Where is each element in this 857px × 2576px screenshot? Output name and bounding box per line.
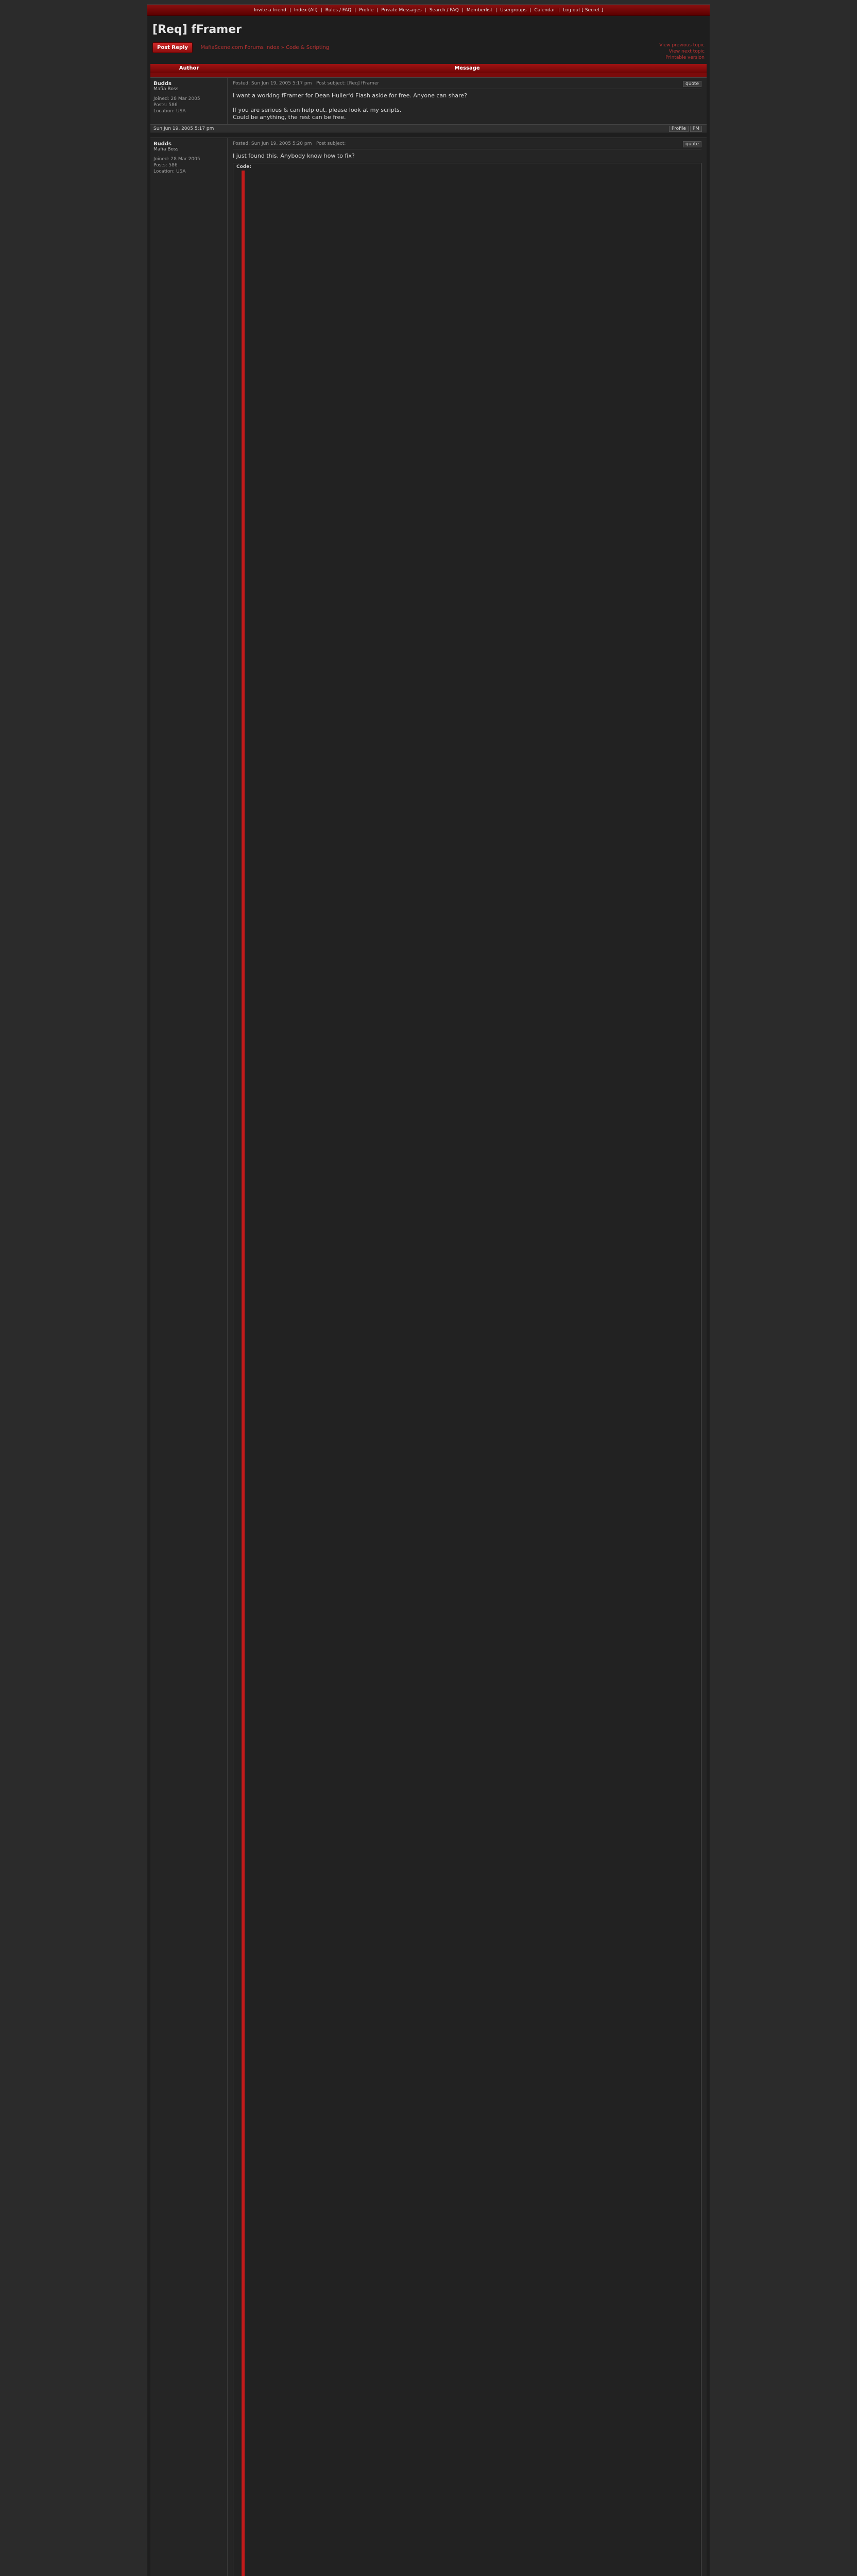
author-header: Author — [179, 65, 199, 71]
post-footer — [150, 124, 707, 132]
post-body — [228, 78, 707, 124]
topbar-link[interactable]: Search / FAQ — [429, 8, 459, 13]
topbar-link[interactable]: Memberlist — [466, 8, 493, 13]
topbar-link[interactable]: Profile — [359, 8, 374, 13]
topbar-link[interactable]: Invite a friend — [254, 8, 286, 13]
title-row — [147, 16, 710, 39]
forum-page — [147, 4, 710, 2576]
author-location: Location: USA — [153, 169, 186, 174]
topbar-divider: | — [376, 8, 379, 13]
author-rank: Mafia Boss — [153, 147, 179, 152]
post-subject: Post subject: — [316, 141, 346, 146]
code-marker — [242, 171, 245, 2576]
author-posts: Posts: 586 — [153, 163, 178, 168]
topic-nav-links — [659, 42, 705, 61]
nav-row — [147, 39, 710, 64]
topbar-divider: | — [424, 8, 426, 13]
author-name[interactable]: Budds — [153, 81, 172, 87]
quote-button[interactable]: quote — [683, 141, 701, 147]
topbar-link[interactable]: Private Messages — [381, 8, 422, 13]
code-gutter — [233, 171, 254, 2576]
view-next-link[interactable]: View next topic — [669, 49, 705, 54]
author-joined: Joined: 28 Mar 2005 — [153, 96, 200, 101]
post-author — [150, 138, 228, 2576]
post-text: I want a working fFramer for Dean Huller'd Flash aside for free. Anyone can share? If you are serious & can help out, please look at my scripts. Could be anything, the rest can be free. — [233, 92, 467, 121]
header-divider — [150, 73, 707, 77]
topbar-divider: | — [495, 8, 498, 13]
topbar-link[interactable]: Log out [ Secret ] — [562, 8, 603, 13]
quote-button[interactable]: quote — [683, 81, 701, 87]
view-previous-link[interactable]: View previous topic — [659, 43, 705, 48]
post-date: Posted: Sun Jun 19, 2005 5:17 pm — [233, 81, 312, 86]
post-reply-button[interactable]: Post Reply — [152, 42, 193, 53]
code-text — [254, 171, 701, 2576]
author-joined: Joined: 28 Mar 2005 — [153, 157, 200, 162]
post-date: Posted: Sun Jun 19, 2005 5:20 pm — [233, 141, 312, 146]
post-subject: Post subject: [Req] fFramer — [316, 81, 380, 86]
table-header — [150, 64, 707, 73]
topbar-divider: | — [289, 8, 291, 13]
code-label: Code: — [236, 164, 251, 170]
post-footer-time: Sun Jun 19, 2005 5:17 pm — [153, 126, 214, 131]
post — [150, 77, 707, 124]
topbar-divider: | — [320, 8, 322, 13]
printable-link[interactable]: Printable version — [665, 55, 705, 60]
author-rank: Mafia Boss — [153, 87, 179, 92]
topbar-divider: | — [461, 8, 464, 13]
topbar-divider: | — [558, 8, 560, 13]
topic-title: [Req] fFramer — [152, 23, 242, 36]
message-header: Message — [454, 65, 480, 71]
pm-button[interactable]: PM — [690, 126, 702, 132]
topbar-link[interactable]: Index (All) — [294, 8, 318, 13]
top-navigation — [147, 5, 710, 16]
author-location: Location: USA — [153, 109, 186, 114]
topbar-link[interactable]: Usergroups — [500, 8, 527, 13]
topbar-divider: | — [529, 8, 532, 13]
post-text: I just found this. Anybody know how to fix? — [233, 152, 355, 159]
topbar-divider: | — [354, 8, 356, 13]
post-body — [228, 138, 707, 2576]
code-block — [233, 163, 701, 2576]
post-author — [150, 78, 228, 124]
author-posts: Posts: 586 — [153, 103, 178, 108]
profile-button[interactable]: Profile — [669, 126, 689, 132]
author-name[interactable]: Budds — [153, 141, 172, 147]
topbar-link[interactable]: Rules / FAQ — [325, 8, 352, 13]
post — [150, 138, 707, 2576]
topbar-link[interactable]: Calendar — [534, 8, 555, 13]
breadcrumb[interactable]: MafiaScene.com Forums Index » Code & Scripting — [200, 45, 330, 50]
